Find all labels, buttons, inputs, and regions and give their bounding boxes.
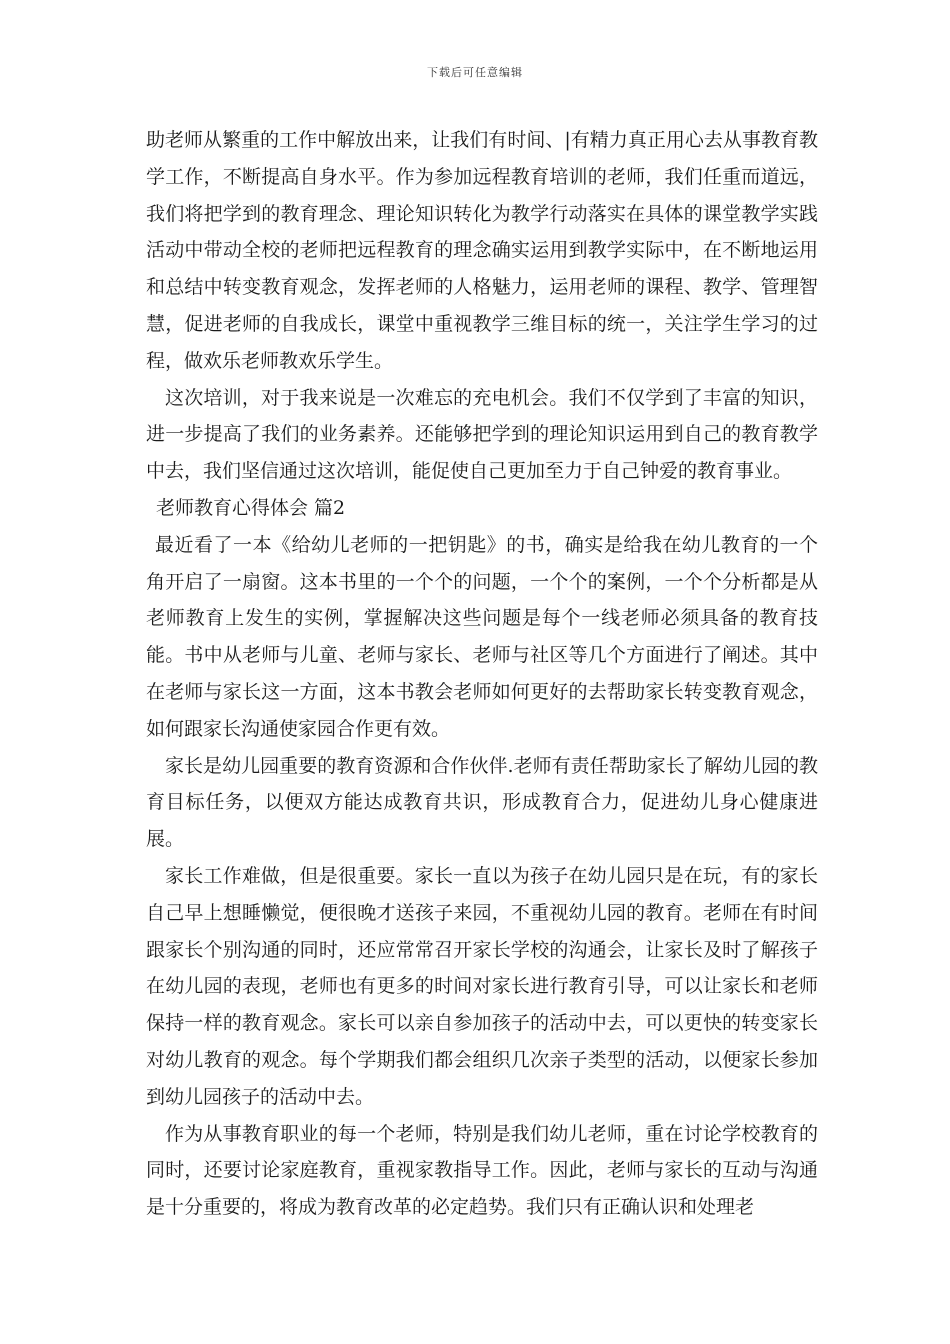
paragraph-1: 助老师从繁重的工作中解放出来，让我们有时间、|有精力真正用心去从事教育教学工作，不断提高自身水平。作为参加远程教育培训的老师，我们任重而道远，我们将把学到的教育理念、理论知识转化为教学行动落实在具体的课堂教学实践活动中带动全校的老师把远程教育的理念确实运用到教学实际中，在不断地运用和总结中转变教育观念，发挥老师的人格魅力，运用老师的课程、教学、管理智慧，促进老师的自我成长，课堂中重视教学三维目标的统一，关注学生学习的过程，做欢乐老师教欢乐学生。 (146, 129, 818, 372)
paragraph-6: 作为从事教育职业的每一个老师，特别是我们幼儿老师，重在讨论学校教育的同时，还要讨论家庭教育，重视家教指导工作。因此，老师与家长的互动与沟通是十分重要的，将成为教育改革的必定趋势。我们只有正确认识和处理老 (146, 1122, 818, 1219)
section-heading: 老师教育心得体会 篇2 (156, 496, 346, 519)
paragraph-2: 这次培训，对于我来说是一次难忘的充电机会。我们不仅学到了丰富的知识，进一步提高了我们的业务素养。还能够把学到的理论知识运用到自己的教育教学中去，我们坚信通过这次培训，能促使自己更加至力于自己钟爱的教育事业。 (146, 386, 818, 483)
document-body (146, 122, 818, 1226)
paragraph-4: 家长是幼儿园重要的教育资源和合作伙伴.老师有责任帮助家长了解幼儿园的教育目标任务，以便双方能达成教育共识，形成教育合力，促进幼儿身心健康进展。 (146, 754, 818, 851)
page-header: 下载后可任意编辑 (427, 66, 523, 79)
paragraph-3: 最近看了一本《给幼儿老师的一把钥匙》的书，确实是给我在幼儿教育的一个角开启了一扇窗。这本书里的一个个的问题，一个个的案例，一个个分析都是从老师教育上发生的实例，掌握解决这些问题是每个一线老师必须具备的教育技能。书中从老师与儿童、老师与家长、老师与社区等几个方面进行了阐述。其中在老师与家长这一方面，这本书教会老师如何更好的去帮助家长转变教育观念，如何跟家长沟通使家园合作更有效。 (146, 533, 818, 740)
paragraph-5: 家长工作难做，但是很重要。家长一直以为孩子在幼儿园只是在玩，有的家长自己早上想睡懒觉，便很晚才送孩子来园，不重视幼儿园的教育。老师在有时间跟家长个别沟通的同时，还应常常召开家长学校的沟通会，让家长及时了解孩子在幼儿园的表现，老师也有更多的时间对家长进行教育引导，可以让家长和老师保持一样的教育观念。家长可以亲自参加孩子的活动中去，可以更快的转变家长对幼儿教育的观念。每个学期我们都会组织几次亲子类型的活动，以便家长参加到幼儿园孩子的活动中去。 (146, 864, 818, 1108)
